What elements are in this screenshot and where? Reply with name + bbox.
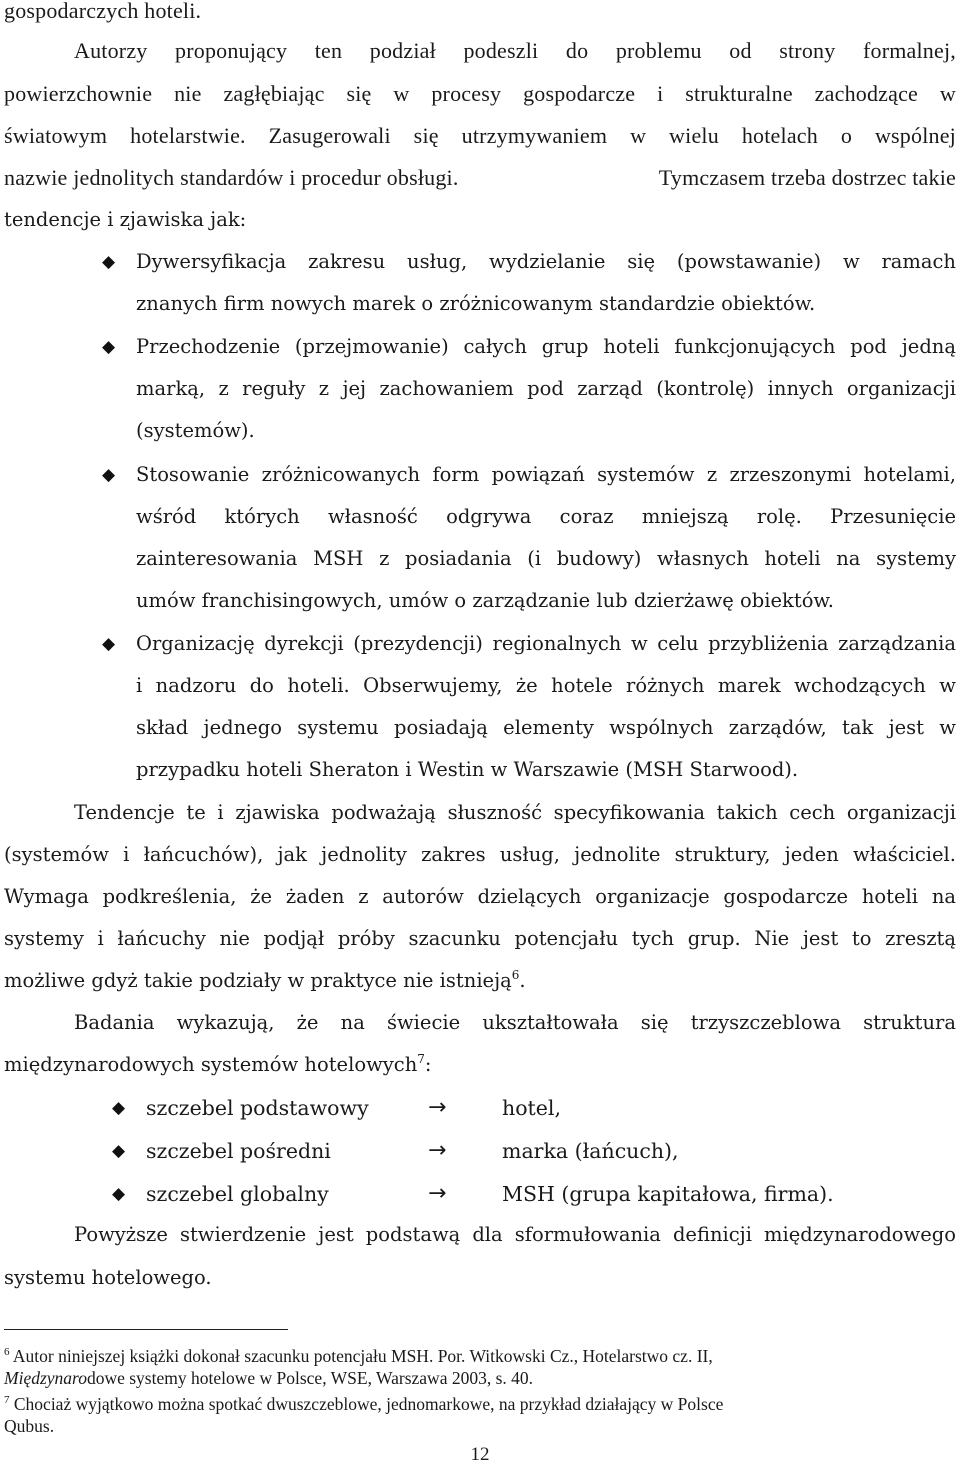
body-line: światowym hotelarstwie. Zasugerowali się utrzymywaniem w wielu hotelach o wspólnej — [4, 123, 956, 148]
bullet-line: Stosowanie zróżnicowanych form powiązań systemów z zrzeszonymi hotelami, — [136, 463, 956, 486]
body-text: . — [519, 969, 526, 992]
body-line: (systemów i łańcuchów), jak jednolity zakres usług, jednolite struktury, jeden właściciel. — [4, 843, 956, 866]
footnote-number: 6 — [4, 1346, 10, 1358]
body-line: Badania wykazują, że na świecie ukształtowała się trzyszczeblowa struktura — [74, 1011, 956, 1034]
diamond-bullet-icon: ◆ — [102, 252, 116, 272]
bullet-line: skład jednego systemu posiadają elementy wspólnych zarządów, tak jest w — [136, 716, 956, 739]
diamond-bullet-icon: ◆ — [102, 634, 116, 654]
tier-value: hotel, — [502, 1096, 561, 1120]
body-text: możliwe gdyż takie podziały w praktyce nie istnieją — [4, 969, 512, 992]
body-line: gospodarczych hoteli. — [4, 0, 202, 23]
footnote-ref[interactable]: 7 — [417, 1052, 425, 1066]
bullet-line: znanych firm nowych marek o zróżnicowanym standardzie obiektów. — [136, 292, 816, 315]
body-line-part: nazwie jednolitych standardów i procedur obsługi. — [4, 165, 459, 190]
diamond-bullet-icon: ◆ — [112, 1098, 126, 1118]
bullet-line: Dywersyfikacja zakresu usług, wydzielanie się (powstawanie) w ramach — [136, 250, 956, 273]
bullet-line: i nadzoru do hoteli. Obserwujemy, że hotele różnych marek wchodzących w — [136, 674, 956, 697]
bullet-line: zainteresowania MSH z posiadania (i budowy) własnych hoteli na systemy — [136, 547, 956, 570]
body-text: międzynarodowych systemów hotelowych — [4, 1053, 418, 1076]
diamond-bullet-icon: ◆ — [102, 465, 116, 485]
body-text: : — [424, 1053, 432, 1076]
footnote-text: Chociaż wyjątkowo można spotkać dwuszczeblowe, jednomarkowe, na przykład działający w Polsce — [13, 1394, 724, 1414]
footnote-number: 7 — [4, 1394, 10, 1406]
body-line-part: Tymczasem trzeba dostrzec takie — [658, 165, 956, 190]
body-line — [4, 1051, 956, 1079]
body-line: systemu hotelowego. — [4, 1266, 212, 1289]
bullet-line: marką, z reguły z jej zachowaniem pod zarząd (kontrolę) innych organizacji — [136, 377, 956, 400]
tier-value: marka (łańcuch), — [502, 1139, 679, 1163]
footnote-text-italic: Międzynaro — [4, 1368, 87, 1388]
bullet-line: (systemów). — [136, 419, 255, 442]
tier-name: szczebel globalny — [146, 1182, 329, 1206]
footnote-text: Autor niniejszej książki dokonał szacunku potencjału MSH. Por. Witkowski Cz., Hotelarstwo cz. II, — [12, 1346, 713, 1366]
diamond-bullet-icon: ◆ — [112, 1184, 126, 1204]
footnote-text: dowe systemy hotelowe w Polsce, WSE, Warszawa 2003, s. 40. — [86, 1368, 534, 1388]
bullet-line: wśród których własność odgrywa coraz mniejszą rolę. Przesunięcie — [136, 505, 956, 528]
body-line: systemy i łańcuchy nie podjął próby szacunku potencjału tych grup. Nie jest to zresztą — [4, 927, 956, 950]
tier-name: szczebel podstawowy — [146, 1096, 369, 1120]
diamond-bullet-icon: ◆ — [102, 337, 116, 357]
body-line: tendencje i zjawiska jak: — [4, 208, 247, 231]
footnote-continuation: Qubus. — [4, 1416, 55, 1436]
footnote-ref[interactable]: 6 — [511, 968, 520, 982]
footnote-continuation — [4, 1367, 956, 1389]
body-line — [4, 164, 956, 192]
bullet-line: Przechodzenie (przejmowanie) całych grup hoteli funkcjonujących pod jedną — [136, 335, 956, 358]
right-arrow-icon: → — [428, 1181, 447, 1206]
page-number: 12 — [470, 1444, 490, 1465]
tier-value: MSH (grupa kapitałowa, firma). — [502, 1182, 834, 1206]
body-line — [4, 967, 956, 995]
body-line: Autorzy proponujący ten podział podeszli do problemu od strony formalnej, — [74, 38, 956, 63]
bullet-line: przypadku hoteli Sheraton i Westin w Warszawie (MSH Starwood). — [136, 758, 799, 781]
right-arrow-icon: → — [428, 1095, 447, 1120]
right-arrow-icon: → — [428, 1138, 447, 1163]
body-line: Wymaga podkreślenia, że żaden z autorów dzielących organizacje gospodarcze hoteli na — [4, 885, 956, 908]
body-line: powierzchownie nie zagłębiając się w procesy gospodarcze i strukturalne zachodzące w — [4, 81, 956, 106]
footnote — [4, 1393, 956, 1415]
bullet-line: Organizację dyrekcji (prezydencji) regionalnych w celu przybliżenia zarządzania — [136, 632, 956, 655]
footnote — [4, 1345, 956, 1367]
footnote-separator — [4, 1329, 288, 1330]
bullet-line: umów franchisingowych, umów o zarządzanie lub dzierżawę obiektów. — [136, 589, 835, 612]
body-line: Tendencje te i zjawiska podważają słuszność specyfikowania takich cech organizacji — [74, 801, 956, 824]
diamond-bullet-icon: ◆ — [112, 1141, 126, 1161]
body-line: Powyższe stwierdzenie jest podstawą dla sformułowania definicji międzynarodowego — [74, 1223, 956, 1246]
tier-name: szczebel pośredni — [146, 1139, 331, 1163]
